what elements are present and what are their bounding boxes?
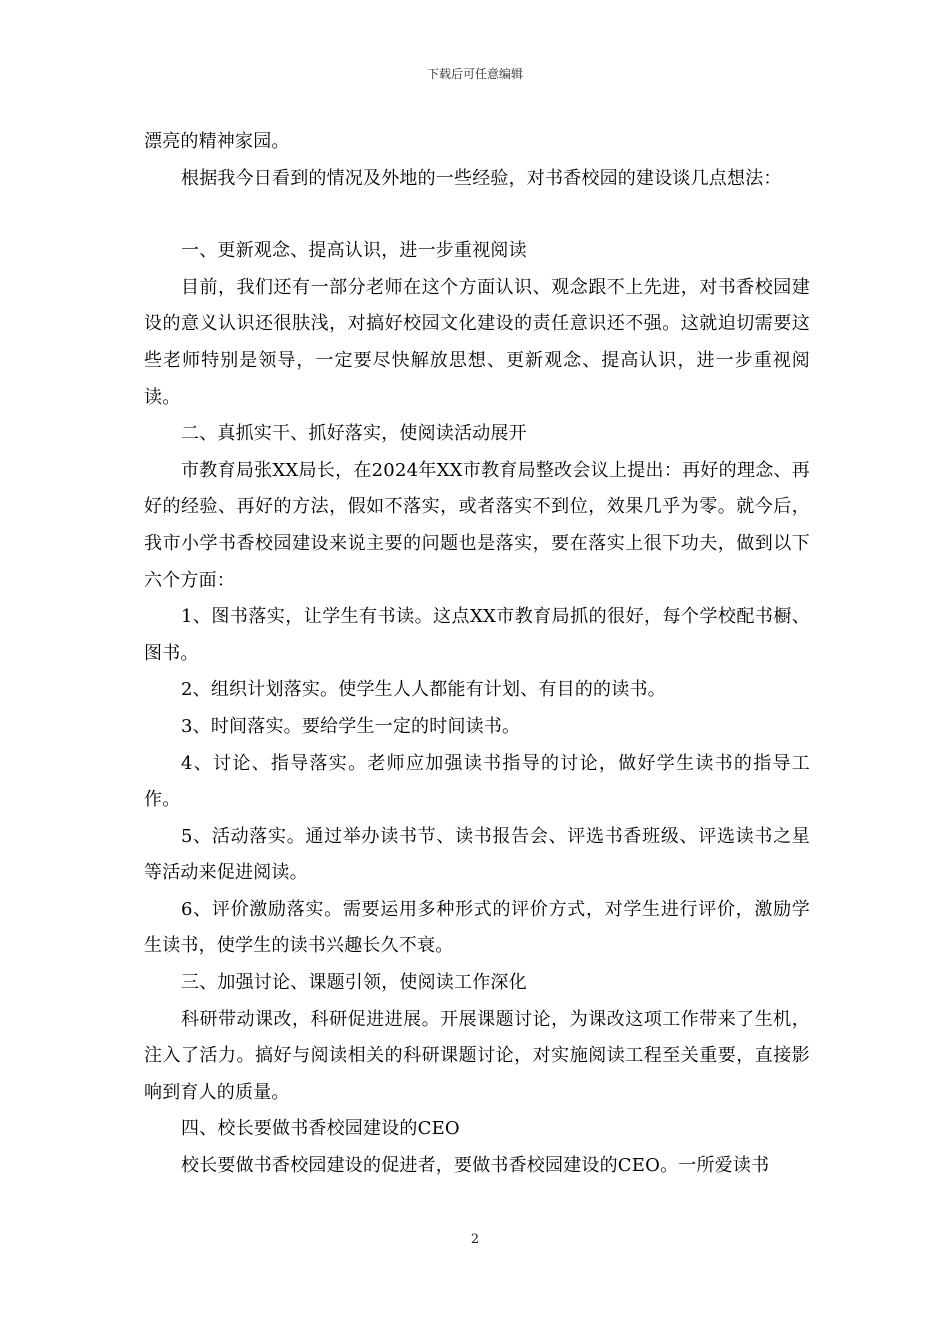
paragraph: 1、图书落实，让学生有书读。这点XX市教育局抓的很好，每个学校配书橱、图书。 (144, 606, 810, 664)
paragraph: 一、更新观念、提高认识，进一步重视阅读 (181, 240, 527, 262)
paragraph: 6、评价激励落实。需要运用多种形式的评价方式，对学生进行评价，激励学生读书，使学生的读书兴趣长久不衰。 (144, 898, 810, 957)
page-number: 2 (470, 1232, 480, 1247)
paragraph: 市教育局张XX局长，在2024年XX市教育局整改会议上提出：再好的理念、再好的经验、再好的方法，假如不落实，或者落实不到位，效果几乎为零。就今后，我市小学书香校园建设来说主要的问题也是落实，要在落实上很下功夫，做到以下六个方面： (144, 459, 810, 591)
paragraph: 科研带动课改，科研促进进展。开展课题讨论，为课改这项工作带来了生机，注入了活力。搞好与阅读相关的科研课题讨论，对实施阅读工程至关重要，直接影响到育人的质量。 (144, 1008, 810, 1103)
paragraph: 二、真抓实干、抓好落实，使阅读活动展开 (181, 423, 527, 445)
paragraph: 5、活动落实。通过举办读书节、读书报告会、评选书香班级、评选读书之星等活动来促进阅读。 (144, 825, 810, 884)
paragraph: 漂亮的精神家园。 (144, 131, 290, 152)
paragraph: 4、讨论、指导落实。老师应加强读书指导的讨论，做好学生读书的指导工作。 (144, 752, 810, 811)
paragraph: 目前，我们还有一部分老师在这个方面认识、观念跟不上先进，对书香校园建设的意义认识还很肤浅，对搞好校园文化建设的责任意识还不强。这就迫切需要这些老师特别是领导，一定要尽快解放思想、更新观念、提高认识，进一步重视阅读。 (144, 276, 810, 408)
paragraph: 2、组织计划落实。使学生人人都能有计划、有目的的读书。 (181, 679, 666, 701)
document-body (144, 124, 810, 1185)
paragraph: 三、加强讨论、课题引领，使阅读工作深化 (181, 972, 527, 994)
paragraph: 四、校长要做书香校园建设的CEO (181, 1118, 460, 1140)
paragraph: 3、时间落实。要给学生一定的时间读书。 (181, 715, 521, 737)
blank-line (144, 197, 810, 233)
page-header: 下载后可任意编辑 (426, 67, 523, 81)
paragraph: 校长要做书香校园建设的促进者，要做书香校园建设的CEO。一所爱读书 (181, 1155, 770, 1177)
paragraph: 根据我今日看到的情况及外地的一些经验，对书香校园的建设谈几点想法： (181, 167, 782, 189)
